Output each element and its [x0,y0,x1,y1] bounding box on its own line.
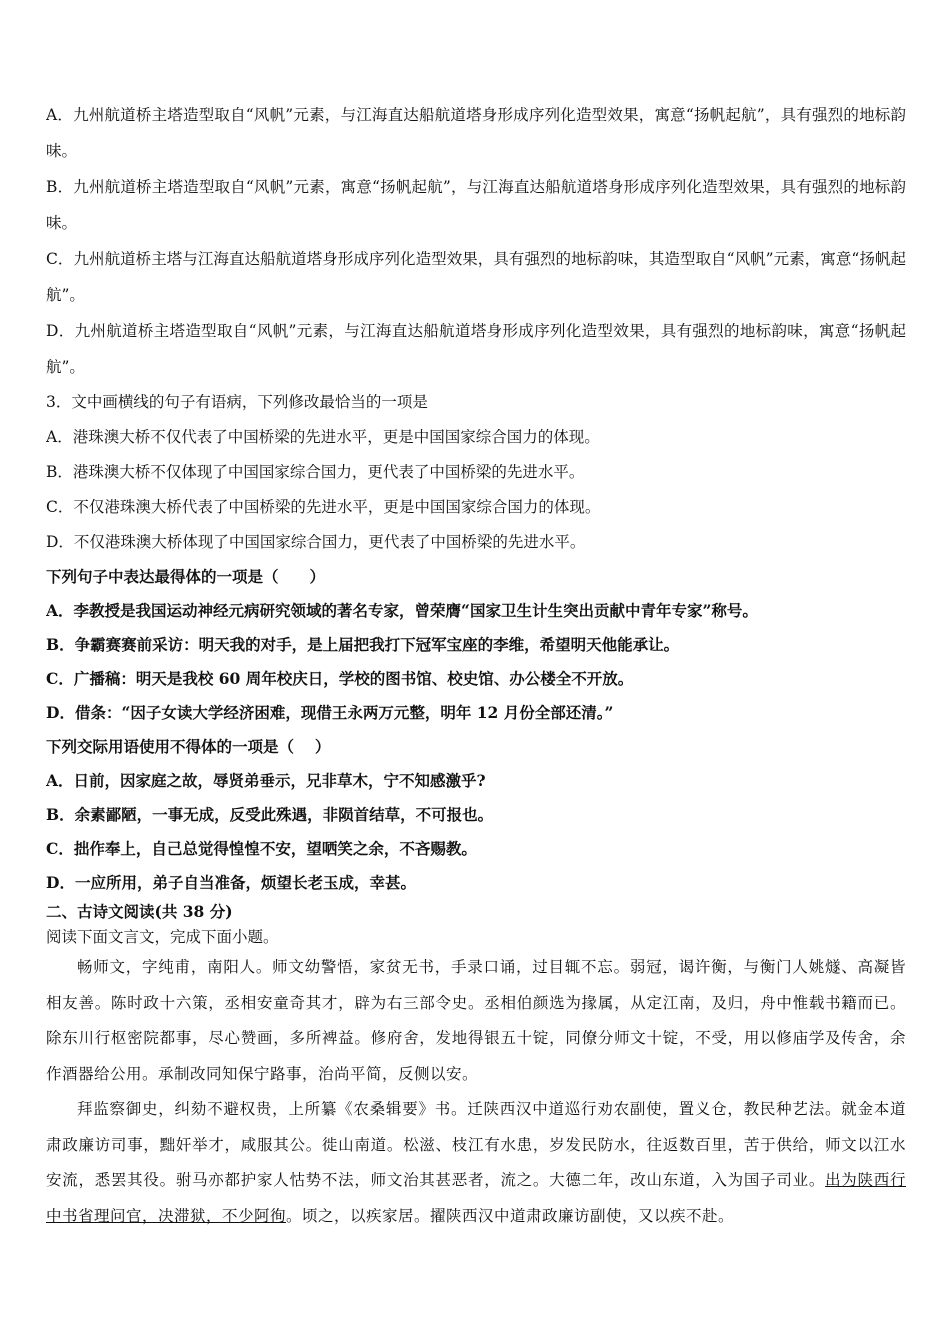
q3-option-c: C．不仅港珠澳大桥代表了中国桥梁的先进水平，更是中国国家综合国力的体现。 [46,498,601,516]
document-page [46,97,906,1234]
q4-option-a: A．李教授是我国运动神经元病研究领域的著名专家，曾荣膺“国家卫生计生突出贡献中青年专家”称号。 [46,601,758,620]
paragraph-2-text-before: 拜监察御史，纠劾不避权贵，上所纂《农桑辑要》书。迁陕西汉中道巡行劝农副使，置义仓，教民种艺法。就金本道肃政廉访司事，黜奸举才，咸服其公。徙山南道。松滋、枝江有水患，岁发民防水，往返数百里，苦于供给，师文以江水安流，悉罢其役。驸马亦都护家人怙势不法，师文治其甚恶者，流之。大德二年，改山东道，入为国子司业。 [46,1100,906,1189]
q3-stem: 3．文中画横线的句子有语病，下列修改最恰当的一项是 [46,393,428,411]
paragraph-2-text-after: 。顷之，以疾家居。擢陕西汉中道肃政廉访副使，又以疾不赴。 [286,1206,735,1225]
q4-option-c: C．广播稿：明天是我校 60 周年校庆日，学校的图书馆、校史馆、办公楼全不开放。 [46,669,634,688]
question-4 [46,560,906,730]
q5-option-a: A．日前，因家庭之故，辱贤弟垂示，兄非草木，宁不知感激乎? [46,771,486,790]
section-2 [46,900,906,1234]
q4-option-b: B．争霸赛赛前采访：明天我的对手，是上届把我打下冠军宝座的李维，希望明天他能承让。 [46,635,680,654]
section-2-heading: 二、古诗文阅读(共 38 分) [46,902,233,921]
section-2-instruction: 阅读下面文言文，完成下面小题。 [46,928,279,946]
underlined-sentence: 出为陕西行中书省理问官，决滞狱，不少阿徇 [46,1171,906,1225]
q5-option-d: D．一应所用，弟子自当准备，烦望长老玉成，幸甚。 [46,873,416,892]
q2-option-d: D．九州航道桥主塔造型取自“风帆”元素，与江海直达船航道塔身形成序列化造型效果，具有强烈的地标韵味，寓意“扬帆起航”。 [46,322,906,376]
question-3 [46,385,906,560]
q2-option-a: A．九州航道桥主塔造型取自“风帆”元素，与江海直达船航道塔身形成序列化造型效果，寓意“扬帆起航”，具有强烈的地标韵味。 [46,106,906,160]
q3-option-b: B．港珠澳大桥不仅体现了中国国家综合国力，更代表了中国桥梁的先进水平。 [46,463,585,481]
q4-option-d: D．借条：“因子女读大学经济困难，现借王永两万元整，明年 12 月份全部还清。” [46,703,614,722]
classical-passage-paragraph-2 [46,1092,906,1234]
q5-stem: 下列交际用语使用不得体的一项是（ ） [46,737,331,756]
q3-option-d: D．不仅港珠澳大桥体现了中国国家综合国力，更代表了中国桥梁的先进水平。 [46,533,586,551]
q5-option-b: B．余素鄙陋，一事无成，反受此殊遇，非陨首结草，不可报也。 [46,805,494,824]
question-5 [46,730,906,900]
q2-option-b: B．九州航道桥主塔造型取自“风帆”元素，寓意“扬帆起航”，与江海直达船航道塔身形成序列化造型效果，具有强烈的地标韵味。 [46,178,906,232]
classical-passage-paragraph-1: 畅师文，字纯甫，南阳人。师文幼警悟，家贫无书，手录口诵，过目辄不忘。弱冠，谒许衡，与衡门人姚燧、高凝皆相友善。陈时政十六策，丞相安童奇其才，辟为右三部令史。丞相伯颜选为掾属，从定江南，及归，舟中惟载书籍而已。除东川行枢密院都事，尽心赞画，多所裨益。修府舍，发地得银五十锭，同僚分师文十锭，不受，用以修庙学及传舍，余作酒器给公用。承制改同知保宁路事，治尚平简，反侧以安。 [46,958,906,1083]
q3-option-a: A．港珠澳大桥不仅代表了中国桥梁的先进水平，更是中国国家综合国力的体现。 [46,428,600,446]
question-2-options [46,97,906,385]
q4-stem: 下列句子中表达最得体的一项是（ ） [46,567,326,586]
q5-option-c: C．拙作奉上，自己总觉得惶惶不安，望哂笑之余，不吝赐教。 [46,839,477,858]
q2-option-c: C．九州航道桥主塔与江海直达船航道塔身形成序列化造型效果，具有强烈的地标韵味，其造型取自“风帆”元素，寓意“扬帆起航”。 [46,250,906,304]
